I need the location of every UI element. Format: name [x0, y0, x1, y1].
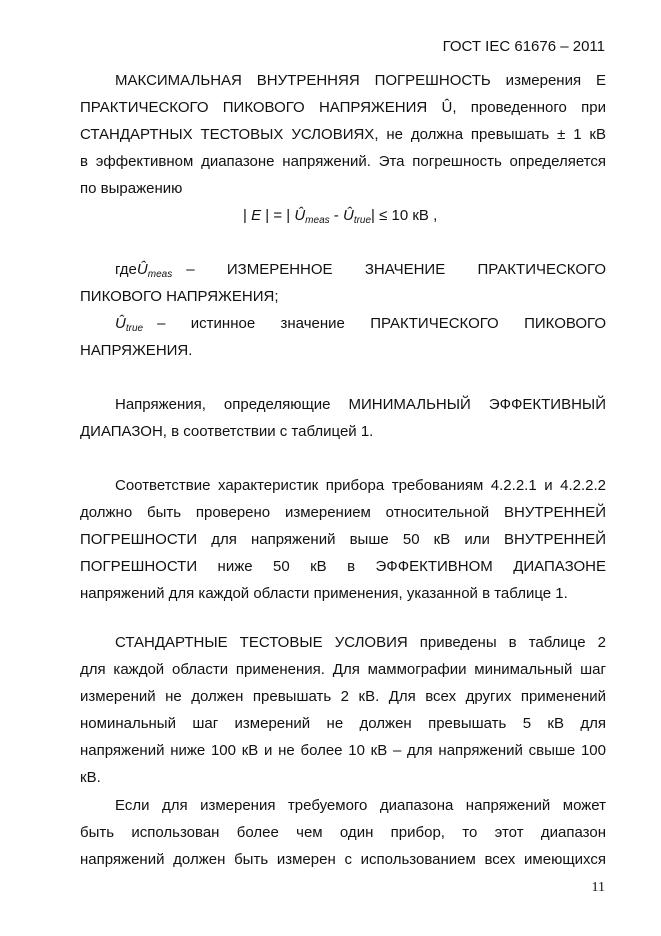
text-line: МАКСИМАЛЬНАЯ ВНУТРЕННЯЯ ПОГРЕШНОСТЬ измерения Е — [115, 72, 606, 89]
text-line: ПОГРЕШНОСТИ для напряжений выше 50 кВ или ВНУТРЕННЕЙ — [80, 531, 606, 548]
text-line: напряжений должен быть измерен с использованием всех имеющихся — [80, 851, 606, 868]
text-line: Соответствие характеристик прибора требованиям 4.2.2.1 и 4.2.2.2 — [115, 477, 606, 494]
text-line: Если для измерения требуемого диапазона напряжений может — [115, 797, 606, 814]
text-line: по выражению — [80, 180, 183, 197]
text-line: быть использован более чем один прибор, то этот диапазон — [80, 824, 606, 841]
text-line: кВ. — [80, 769, 101, 786]
text-line: СТАНДАРТНЫЕ ТЕСТОВЫЕ УСЛОВИЯ приведены в таблице 2 — [115, 634, 606, 651]
text-line: должно быть проверено измерением относительной ВНУТРЕННЕЙ — [80, 504, 606, 521]
text-line: Напряжения, определяющие МИНИМАЛЬНЫЙ ЭФФЕКТИВНЫЙ — [115, 396, 606, 413]
text-line: в эффективном диапазоне напряжений. Эта погрешность определяется — [80, 153, 606, 170]
text-line: измерений не должен превышать 2 кВ. Для всех других применений — [80, 688, 606, 705]
text-line: для каждой области применения. Для маммографии минимальный шаг — [80, 661, 606, 678]
text-line: СТАНДАРТНЫХ ТЕСТОВЫХ УСЛОВИЯХ, не должна превышать ± 1 кВ — [80, 126, 606, 143]
text-line: ПРАКТИЧЕСКОГО ПИКОВОГО НАПРЯЖЕНИЯ Û, проведенного при — [80, 99, 606, 116]
text-line: ДИАПАЗОН, в соответствии с таблицей 1. — [80, 423, 374, 440]
text-line: НАПРЯЖЕНИЯ. — [80, 342, 193, 359]
text-line: напряжений ниже 100 кВ и не более 10 кВ – для напряжений свыше 100 — [80, 742, 606, 759]
error-formula: | E | = | $Û_{meas}$ - $Û_{true}| \le 10$ кВ , — [243, 207, 438, 226]
text-line: напряжений для каждой области применения, указанной в таблице 1. — [80, 585, 568, 602]
text-line: ПОГРЕШНОСТИ ниже 50 кВ в ЭФФЕКТИВНОМ ДИАПАЗОНЕ — [80, 558, 606, 575]
document-id-header: ГОСТ IEC 61676 – 2011 — [442, 38, 605, 55]
where-line-meas: где $Û_{meas}$ – ИЗМЕРЕННОЕ ЗНАЧЕНИЕ ПРАКТИЧЕСКОГО — [115, 261, 606, 280]
where-line-true: $Û_{true}$ – истинное значение ПРАКТИЧЕСКОГО ПИКОВОГО — [115, 315, 606, 334]
text-line: номинальный шаг измерений не должен превышать 5 кВ для — [80, 715, 606, 732]
page-number: 11 — [591, 880, 605, 895]
text-line: ПИКОВОГО НАПРЯЖЕНИЯ; — [80, 288, 279, 305]
